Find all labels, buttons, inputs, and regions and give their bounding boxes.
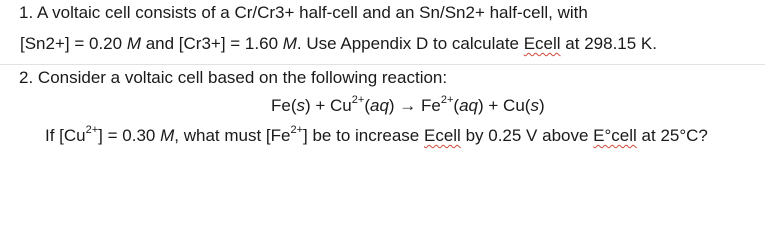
ecell-term: Ecell [523,34,561,53]
ecell-term: Ecell [423,126,461,145]
question-2-intro: Consider a voltaic cell based on the following reaction: [37,68,448,87]
reaction-segment: ) + Cu [305,96,352,115]
reaction-segment: ( [453,96,460,115]
q2-text-segment: ] be to increase [303,126,424,145]
state-symbol: aq [459,96,479,115]
q2-text-segment: by 0.25 V above [460,126,594,145]
standard-ecell-term: E°cell [593,126,637,145]
reaction-equation [271,96,545,116]
molarity-unit: M [126,34,141,53]
reaction-segment: ) [538,96,545,115]
q1-text-segment: [Sn2+] = 0.20 [20,34,127,53]
ion-charge: 2+ [440,94,454,107]
question-2-prompt [45,126,708,146]
molarity-unit: M [282,34,297,53]
question-divider [0,64,765,65]
state-symbol: s [296,96,305,115]
question-1-line-2 [20,34,657,54]
q2-text-segment: ] = 0.30 [98,126,161,145]
q2-text-segment: If [Cu [45,126,86,145]
reaction-segment: Fe( [271,96,297,115]
question-1-number: 1. [19,3,34,22]
state-symbol: aq [370,96,389,115]
q2-text-segment: at 25°C? [636,126,708,145]
state-symbol: s [530,96,539,115]
q1-text-segment: . Use Appendix D to calculate [296,34,524,53]
question-1-line-1 [19,3,588,23]
q1-text-segment: at 298.15 K. [560,34,657,53]
question-1-text: A voltaic cell consists of a Cr/Cr3+ half-cell and an Sn/Sn2+ half-cell, with [36,3,588,22]
q1-text-segment: and [Cr3+] = 1.60 [140,34,283,53]
question-2-number: 2. [19,68,34,87]
question-2-intro-line [19,68,447,88]
reaction-segment: ) + Cu( [478,96,531,115]
reaction-segment: ( [364,96,370,115]
reaction-arrow: ) → Fe [388,96,441,115]
ion-charge: 2+ [351,94,365,107]
ion-charge: 2+ [85,124,99,137]
molarity-unit: M [160,126,175,145]
q2-text-segment: , what must [Fe [174,126,291,145]
ion-charge: 2+ [290,124,304,137]
